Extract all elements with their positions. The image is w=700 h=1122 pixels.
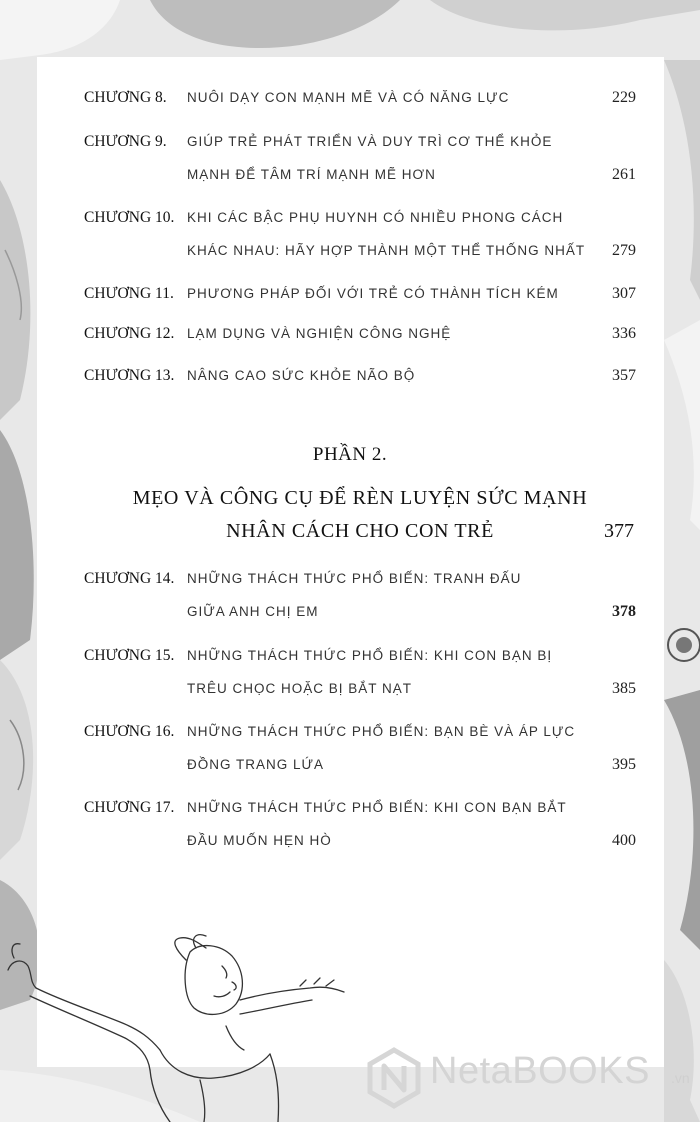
part-title-line: NHÂN CÁCH CHO CON TRẺ xyxy=(226,520,494,542)
chapter-number: CHƯƠNG 17. xyxy=(84,799,175,816)
chapter-number: CHƯƠNG 8. xyxy=(84,89,167,106)
chapter-number: CHƯƠNG 12. xyxy=(84,325,175,342)
chapter-number: CHƯƠNG 9. xyxy=(84,133,167,150)
chapter-title-line: MẠNH ĐỂ TÂM TRÍ MẠNH MẼ HƠN xyxy=(187,167,436,182)
chapter-number: CHƯƠNG 10. xyxy=(84,209,175,226)
chapter-title-line: PHƯƠNG PHÁP ĐỐI VỚI TRẺ CÓ THÀNH TÍCH KÉM xyxy=(187,286,559,301)
page-number: 395 xyxy=(612,756,636,773)
toc-entry-chapter-9[interactable] xyxy=(84,125,636,191)
n-hexagon-logo-icon xyxy=(370,1050,418,1106)
toc-entry-chapter-12[interactable] xyxy=(84,317,636,350)
chapter-title-line: KHI CÁC BẬC PHỤ HUYNH CÓ NHIỀU PHONG CÁCH xyxy=(187,210,564,225)
chapter-title-line: ĐỒNG TRANG LỨA xyxy=(187,757,325,772)
toc-entry-chapter-11[interactable] xyxy=(84,277,636,310)
toc-entry-chapter-17[interactable] xyxy=(84,791,636,857)
page-number: 229 xyxy=(612,89,636,106)
toc-entry-chapter-15[interactable] xyxy=(84,639,636,705)
toc-entry-chapter-8[interactable] xyxy=(84,81,636,114)
chapter-title-line: NHỮNG THÁCH THỨC PHỔ BIẾN: KHI CON BẠN BỊ xyxy=(187,648,553,663)
page-number: 307 xyxy=(612,285,636,302)
toc-entry-chapter-14[interactable] xyxy=(84,562,636,628)
part-label: PHẦN 2. xyxy=(312,444,388,465)
chapter-title-line: NÂNG CAO SỨC KHỎE NÃO BỘ xyxy=(187,368,416,383)
chapter-title-line: GIÚP TRẺ PHÁT TRIỂN VÀ DUY TRÌ CƠ THỂ KHỎE xyxy=(187,134,553,149)
page-number: 279 xyxy=(612,242,636,259)
chapter-title-line: ĐẦU MUỐN HẸN HÒ xyxy=(187,833,332,848)
chapter-title-line: GIỮA ANH CHỊ EM xyxy=(187,604,319,619)
page-number: 357 xyxy=(612,367,636,384)
chapter-title-line: NHỮNG THÁCH THỨC PHỔ BIẾN: TRANH ĐẤU xyxy=(187,571,522,586)
part-page-number: 377 xyxy=(604,520,634,542)
part-title-line: MẸO VÀ CÔNG CỤ ĐỂ RÈN LUYỆN SỨC MẠNH xyxy=(132,487,588,509)
chapter-title-line: NHỮNG THÁCH THỨC PHỔ BIẾN: BẠN BÈ VÀ ÁP LỰC xyxy=(187,724,576,739)
watermark-brand: NetaBOOKS xyxy=(430,1050,650,1092)
child-sketch-illustration xyxy=(0,930,360,1122)
toc-entry-chapter-13[interactable] xyxy=(84,359,636,392)
chapter-title-line: KHÁC NHAU: HÃY HỢP THÀNH MỘT THỂ THỐNG NHẤT xyxy=(187,243,586,258)
page-number: 400 xyxy=(612,832,636,849)
chapter-number: CHƯƠNG 16. xyxy=(84,723,175,740)
page-number: 385 xyxy=(612,680,636,697)
chapter-number: CHƯƠNG 13. xyxy=(84,367,175,384)
chapter-title-line: NHỮNG THÁCH THỨC PHỔ BIẾN: KHI CON BẠN BẮT xyxy=(187,800,567,815)
chapter-title-line: NUÔI DẠY CON MẠNH MẼ VÀ CÓ NĂNG LỰC xyxy=(187,90,510,105)
chapter-title-line: LẠM DỤNG VÀ NGHIỆN CÔNG NGHỆ xyxy=(187,326,452,341)
toc-entry-chapter-16[interactable] xyxy=(84,715,636,781)
toc-entry-chapter-10[interactable] xyxy=(84,201,636,267)
watermark-tld: .vn xyxy=(671,1070,690,1086)
page-number: 261 xyxy=(612,166,636,183)
chapter-title-line: TRÊU CHỌC HOẶC BỊ BẮT NẠT xyxy=(187,681,413,696)
chapter-number: CHƯƠNG 11. xyxy=(84,285,174,302)
page-number: 336 xyxy=(612,325,636,342)
chapter-number: CHƯƠNG 14. xyxy=(84,570,175,587)
chapter-number: CHƯƠNG 15. xyxy=(84,647,175,664)
page-number: 378 xyxy=(612,603,636,620)
